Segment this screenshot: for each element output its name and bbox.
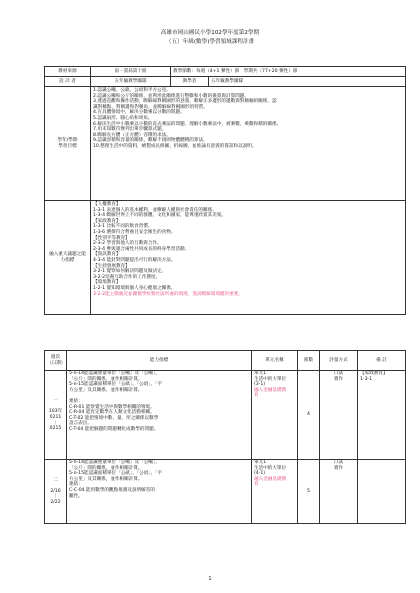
goal-item: 識對稱點、對稱邊和對稱角，並瞭解線對稱圖形的特質。 [93,104,208,110]
periods-cell: 4 [298,371,320,460]
school-title: 高雄市岡山國民小學102學年度第2學期 [160,30,260,36]
unit-cell [252,460,298,524]
goals-label-line1: 學年/學期 [57,137,78,143]
assessment-cell [320,371,358,460]
unit-line: 融入金融基礎教 [254,387,287,393]
week-header: 週次 （日期） [45,351,67,371]
assessment-line: 實作 [333,376,344,382]
indicator-line: 「公斤」間的關係，並作相關計算。 [69,465,143,471]
goal-item: 4.在具體情境中，解決分數乘以分數的問題。 [93,110,185,116]
assessment-header: 評量方式 [320,351,358,371]
goal-item: 6.解決生活中小數乘以小數的直式乘法的問題、理解小數乘法中，被乘數、乘數和積的關係。 [93,121,282,127]
topic-item: 1-3-4 瞭解世界上不同的群體、文化和國家，能尊重欣賞其差異。 [93,213,226,219]
designer-value: 五年級教學團隊 [91,77,171,87]
indicator-line: 5-n-14能認識重量單位「公噸」及「公噸」、 [69,371,160,376]
week-line: 一 [53,398,58,404]
goal-item: 8.瞭解長方體（正方體）容積的求法。 [93,132,171,138]
periods-header: 節數 [298,351,320,371]
notes-cell [358,371,406,460]
topic-item: 【性別平等教育】 [93,235,130,241]
notes-header: 備 註 [358,351,406,371]
week-cell [45,460,67,524]
unit-header: 單元名稱 [252,351,298,371]
hours-label: 教學節數：每週（4+1 彈性）節 [173,68,240,74]
table-row [45,460,406,524]
topic-item: 3-2-1 覺察如何解決問題及做決定。 [93,269,167,275]
topics-label [45,201,91,315]
unit-line: 融入金融基礎教 [254,476,287,482]
topic-item: 【家政教育】 [93,218,121,224]
unit-line: 單元1 [254,371,267,376]
topic-item: 1-3-6 選擇符合營養且安全衛生的食物。 [93,229,176,235]
unit-line: 育 [254,482,259,488]
unit-line: (3-1) [254,382,266,388]
week-line: 2/16 [50,488,61,494]
indicator-line: 屬性。 [69,493,83,499]
topic-item: 1-3-1 比較不同的飲食習慣。 [93,224,153,230]
indicators-cell [67,460,252,524]
indicator-line: 方公里」及其關係，並作相關計算。 [69,387,143,393]
topic-item: 3-2-2培養互助合作的工作態度。 [93,274,161,280]
week-line: 2/22 [50,499,61,505]
topics-list [91,201,406,315]
week-line: 0211 [49,415,62,420]
goal-item: 5.認識扇形、圓心角和周角。 [93,115,153,121]
unit-line: 生活中的大單位 [254,376,287,382]
topic-item: 【生涯發展教育】 [93,263,130,269]
textbook-value: 南一書局第十冊 [91,67,171,77]
topic-item: 【環境教育】 [93,280,121,286]
info-table [44,66,406,315]
schedule-table [44,350,406,524]
indicators-cell [67,371,252,460]
topic-item: 4-3-4 能針對問題提出可行的解決方法。 [93,257,176,263]
goal-item: 7.用未知數符號列出單步驟算式題。 [93,127,167,133]
indicator-line: 語言表出。 [69,421,92,427]
textbook-label: 教材來源 [45,67,91,77]
notes-cell [358,460,406,524]
goal-item: 1.認識公噸、公畝、公頃和平方公里。 [93,88,171,93]
goal-item: 9.認識容積和容量的關係，瞭解不規則物體體積的算法。 [93,138,208,144]
indicator-line: C-T-02 能把情境中數、量、形之關係以數學 [69,415,159,421]
plan-title: （五）年級(數學)學習領域課程計畫 [165,39,255,45]
indicator-line: 連結： [69,398,83,404]
topic-item: 1-2-1 覺知環境與個人身心健康之關係。 [93,285,176,291]
topics-label-line2: 力指標 [60,257,75,263]
goal-item: 3.透過直觀和操作活動，瞭解線對稱圖形的意義，瞭解正多邊形的邊數與對稱軸的關係，認 [93,99,277,105]
week-line: ｜ [53,420,58,426]
week-line: 二 [53,477,58,483]
indicator-line: C-R-04 能肯定數學在人類文化活動相關。 [69,410,155,416]
assessment-cell [320,460,358,524]
indicator-line: C-C-04 能用數學的觀點推測及說明解答的 [69,487,155,493]
indicator-line: 方公里」及其關係，並作相關計算。 [69,476,143,482]
notes-line [360,466,403,472]
indicator-line: 5-n-15能認識面積單位「公畝」、「公頃」、「平 [69,471,163,477]
assessment-line: 口試 [333,460,344,465]
unit-line: 單元1 [254,460,267,465]
indicators-header: 能力指標 [67,351,252,371]
indicator-line: C-T-04 能把解題的問題轉化成數學的問題。 [69,426,159,432]
unit-line: (4-1) [254,471,266,477]
goals-label [45,87,91,201]
periods-cell: 5 [298,460,320,524]
topics-label-line1: 融入重大議題之能 [49,251,86,257]
topic-item: 2-3-4 參與適合兩性共同成長的終身學習活動。 [93,246,190,252]
assessment-line: 實作 [333,465,344,471]
weeks-text: 學期共（77+20 彈性）節 [243,68,298,74]
team-value: 五年級教學團隊 [209,77,406,87]
unit-line: 育 [254,393,259,399]
indicator-line: 5-n-14能認識重量單位「公噸」及「公噸」、 [69,460,160,465]
goals-label-line2: 學習目標 [58,143,77,149]
goal-item: 2.認識公噸和公斤的關係，並利用此關係進行整數和小數的換算與計算問題。 [93,93,249,99]
indicator-line: 「公斤」間的關係，並作相關計算。 [69,376,143,382]
goals-list [91,87,406,201]
week-line: 0215 [49,426,62,432]
goal-item: 10.整理生活中的資料，繪製成長條圖、折線圖，並推論有意義的資訊和以說明。 [93,143,257,149]
notes-line: 【家政教育】 [360,371,388,376]
topic-item: 【資訊教育】 [93,252,121,258]
hours-cell [171,67,406,77]
topic-item: 3-2-2能主動親近並關懷學校暨社區所處的環境，進而瞭解環境權的重要。 [93,291,243,297]
week-cell [45,371,67,460]
indicator-line: 5-n-15能認識面積單位「公畝」、「公頃」、「平 [69,382,163,388]
designer-label: 設 計 者 [45,77,91,87]
indicator-line: 連結： [69,482,83,488]
page-number: 1 [208,576,212,582]
indicator-line: C-R-01 能察覺生活中與數學相關的情境。 [69,404,155,410]
week-line: ｜ [53,494,58,500]
topic-item: 2-3-2 學習與他人的互動與合作。 [93,241,162,247]
topic-item: 【人權教育】 [93,202,121,207]
week-line: 103年 [48,409,63,415]
notes-line: 1-3-1 [360,376,373,382]
assessment-line: 口試 [333,371,344,376]
topic-item: 1-3-1 表達個人的基本權利，並瞭解人權與社會責任的關係。 [93,207,217,213]
unit-line: 生活中的大單位 [254,465,287,471]
unit-cell [252,371,298,460]
team-label: 教學者 [171,77,209,87]
table-row [45,371,406,460]
